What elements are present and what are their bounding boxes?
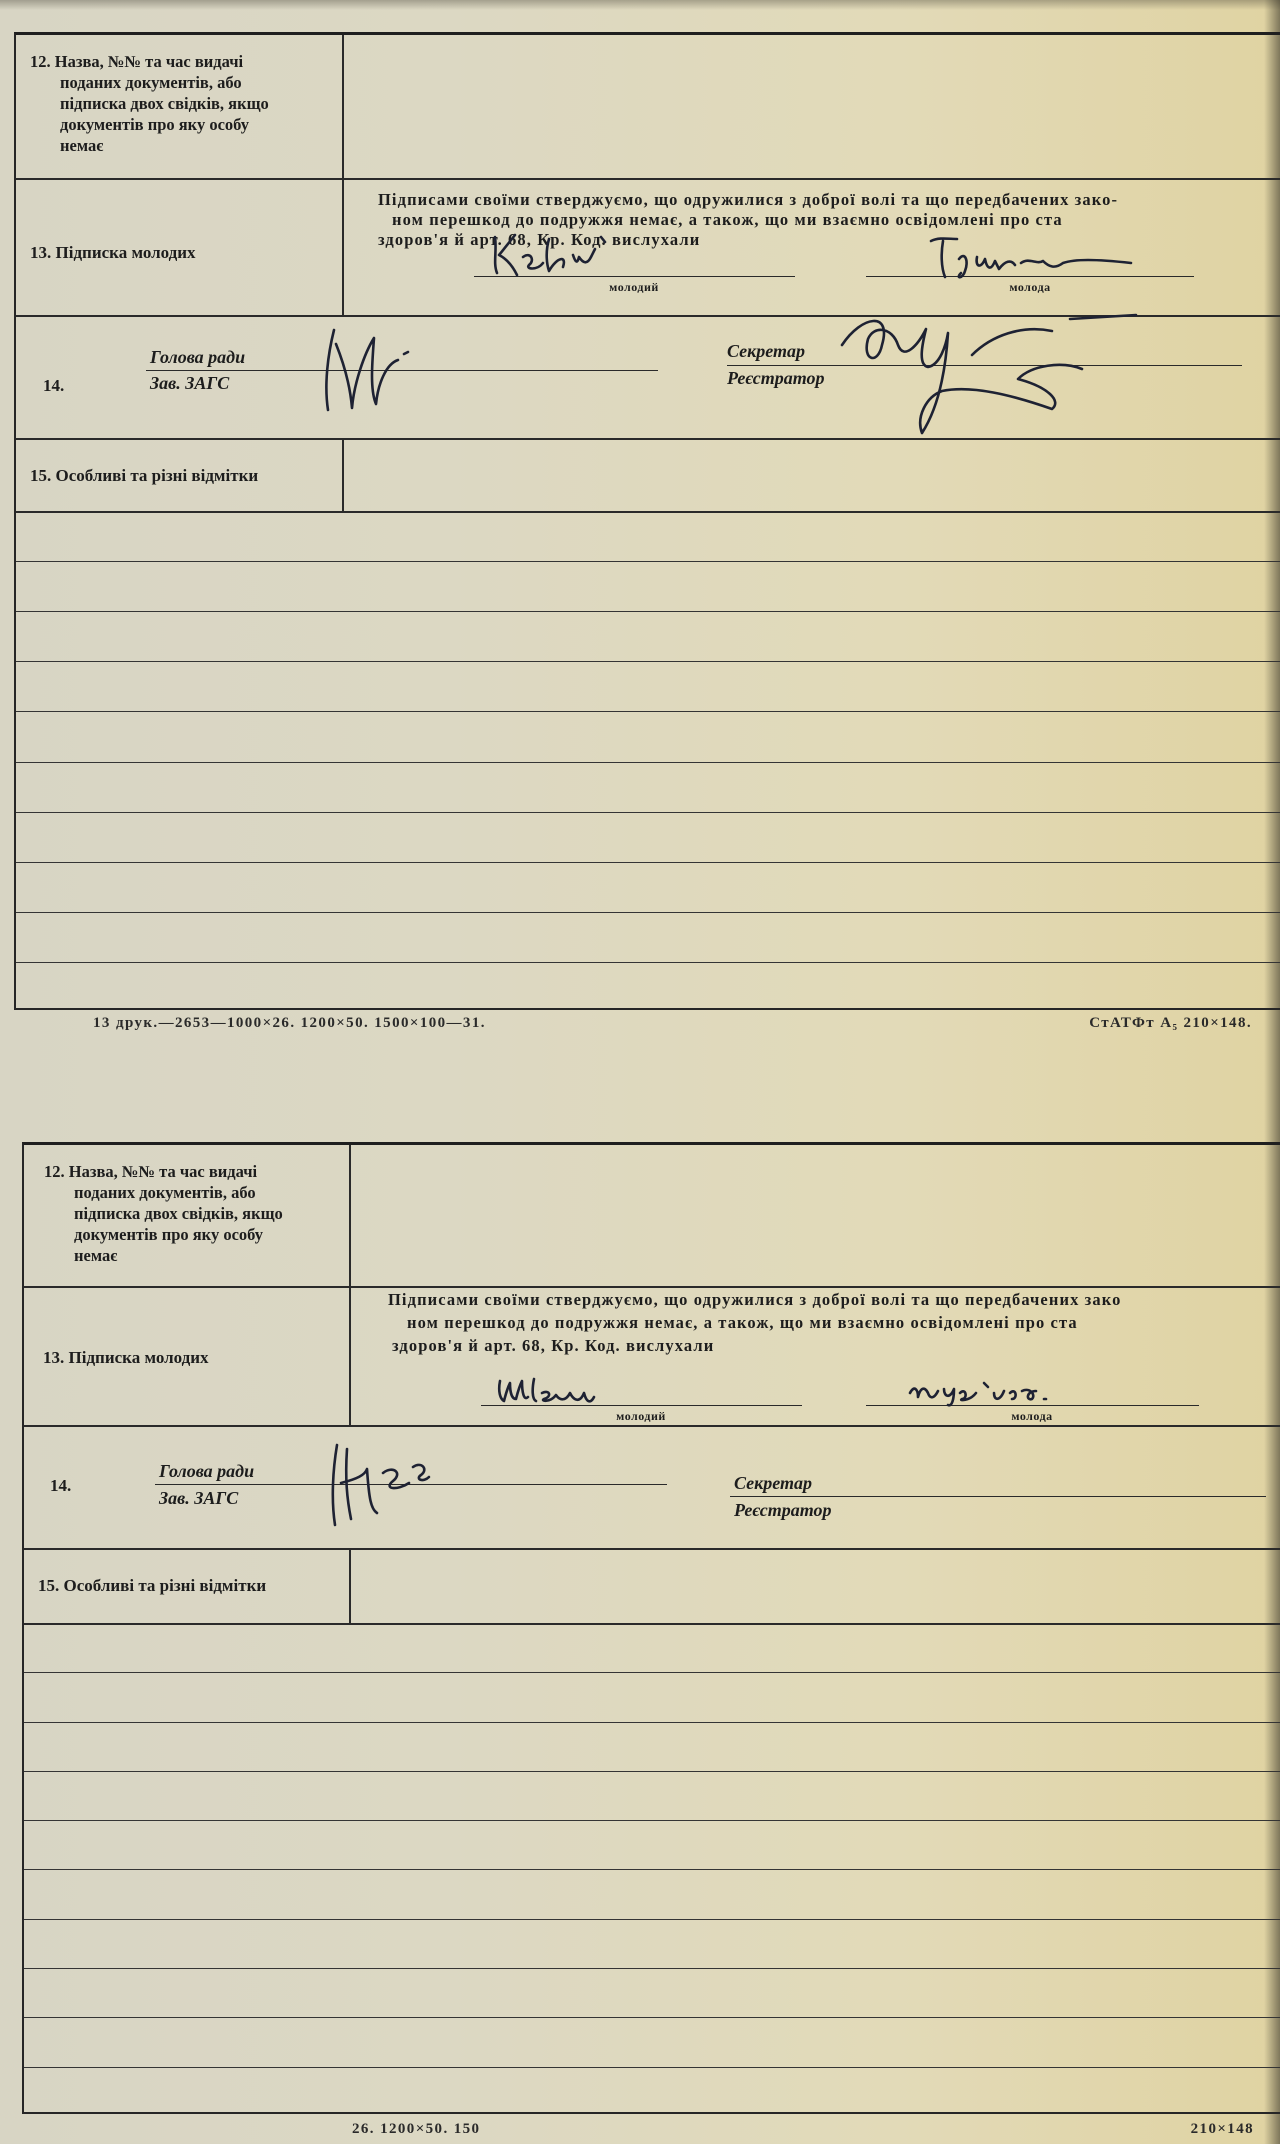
print-imprint: 13 друк.—2653—1000×26. 1200×50. 1500×100—31.	[93, 1015, 486, 1031]
field-12-label-line: підписка двох свідків, якщо	[74, 1204, 283, 1223]
declaration-line: здоров'я й арт. 68, Кр. Код. вислухали	[392, 1336, 715, 1355]
ruled-line	[16, 812, 1280, 813]
field-14-number: 14.	[50, 1476, 72, 1495]
field-12-label-line: немає	[60, 136, 104, 155]
field-12-label-line: поданих документів, або	[60, 73, 242, 92]
row-divider	[24, 1623, 1280, 1625]
row-divider	[24, 1425, 1280, 1427]
marriage-form-lower	[22, 1142, 1280, 2114]
print-imprint: 26. 1200×50. 150	[352, 2121, 481, 2137]
ruled-line	[24, 1820, 1280, 1821]
ruled-line	[16, 711, 1280, 712]
bride-signature	[904, 1371, 1137, 1409]
ruled-line	[16, 611, 1280, 612]
ruled-line	[24, 1968, 1280, 1969]
ruled-line	[16, 962, 1280, 963]
head-signature	[317, 1439, 433, 1528]
secretary-title: Секретар	[734, 1473, 812, 1493]
declaration-line: Підписами своїми стверджуємо, що одружилися з доброї волі та що передбачених зако	[388, 1290, 1122, 1309]
bride-signature	[925, 233, 1137, 283]
ruled-line	[16, 862, 1280, 863]
column-divider	[349, 1548, 351, 1623]
field-12-label	[44, 1161, 283, 1266]
field-15-label: 15. Особливі та різні відмітки	[30, 466, 259, 485]
head-title: Голова ради	[159, 1461, 255, 1481]
groom-label: молодий	[616, 1409, 666, 1423]
field-12-label-line: підписка двох свідків, якщо	[60, 94, 269, 113]
declaration-line: здоров'я й арт. 68, Кр. Код. вислухали	[378, 230, 701, 249]
row-divider	[16, 178, 1280, 180]
column-divider	[342, 35, 344, 315]
groom-signature	[487, 227, 658, 283]
head-title-alt: Зав. ЗАГС	[159, 1488, 239, 1508]
ruled-line	[24, 1919, 1280, 1920]
row-divider	[16, 511, 1280, 513]
form-code: СтАТФт А₅ 210×148.	[1089, 1015, 1252, 1031]
field-12-label-line: документів про яку особу	[74, 1225, 264, 1244]
row-divider	[24, 1548, 1280, 1550]
groom-label: молодий	[609, 280, 659, 294]
field-12-label-line: 12. Назва, №№ та час видачі	[44, 1162, 258, 1181]
secretary-signature-line	[730, 1496, 1266, 1497]
marriage-form-upper	[14, 32, 1280, 1010]
secretary-signature	[822, 305, 1140, 445]
column-divider	[342, 438, 344, 511]
ruled-line	[16, 912, 1280, 913]
field-13-label: 13. Підписка молодих	[30, 243, 196, 262]
registrar-title: Реєстратор	[734, 1500, 832, 1520]
field-12-label-line: поданих документів, або	[74, 1183, 256, 1202]
ruled-line	[24, 2017, 1280, 2018]
bride-label: молода	[1009, 280, 1051, 294]
head-title-alt: Зав. ЗАГС	[150, 373, 230, 393]
ruled-line	[24, 1869, 1280, 1870]
form-code: 210×148	[1190, 2121, 1254, 2137]
declaration-line: Підписами своїми стверджуємо, що одружилися з доброї волі та що передбачених зако-	[378, 190, 1119, 209]
field-15-label: 15. Особливі та різні відмітки	[38, 1576, 267, 1595]
page-edge-shadow	[0, 0, 1280, 10]
ruled-line	[24, 1722, 1280, 1723]
groom-signature	[494, 1371, 645, 1409]
registrar-title: Реєстратор	[727, 368, 825, 388]
ruled-line	[24, 2067, 1280, 2068]
ruled-line	[24, 1672, 1280, 1673]
head-signature	[314, 324, 412, 413]
declaration-line: ном перешкод до подружжя немає, а також, що ми взаємно освідомлені про ста	[392, 210, 1063, 229]
ruled-line	[24, 1771, 1280, 1772]
column-divider	[349, 1145, 351, 1425]
ruled-line	[16, 561, 1280, 562]
field-13-label: 13. Підписка молодих	[43, 1348, 209, 1367]
bride-label: молода	[1011, 1409, 1053, 1423]
field-12-label-line: 12. Назва, №№ та час видачі	[30, 52, 244, 71]
head-title: Голова ради	[150, 347, 246, 367]
ruled-line	[16, 661, 1280, 662]
declaration-line: ном перешкод до подружжя немає, а також, що ми взаємно освідомлені про ста	[407, 1313, 1078, 1332]
ruled-line	[16, 762, 1280, 763]
field-12-label-line: документів про яку особу	[60, 115, 250, 134]
field-12-label	[30, 51, 269, 156]
field-13-declaration	[388, 1288, 1280, 1357]
field-12-label-line: немає	[74, 1246, 118, 1265]
field-14-number: 14.	[43, 376, 65, 395]
secretary-title: Секретар	[727, 341, 805, 361]
